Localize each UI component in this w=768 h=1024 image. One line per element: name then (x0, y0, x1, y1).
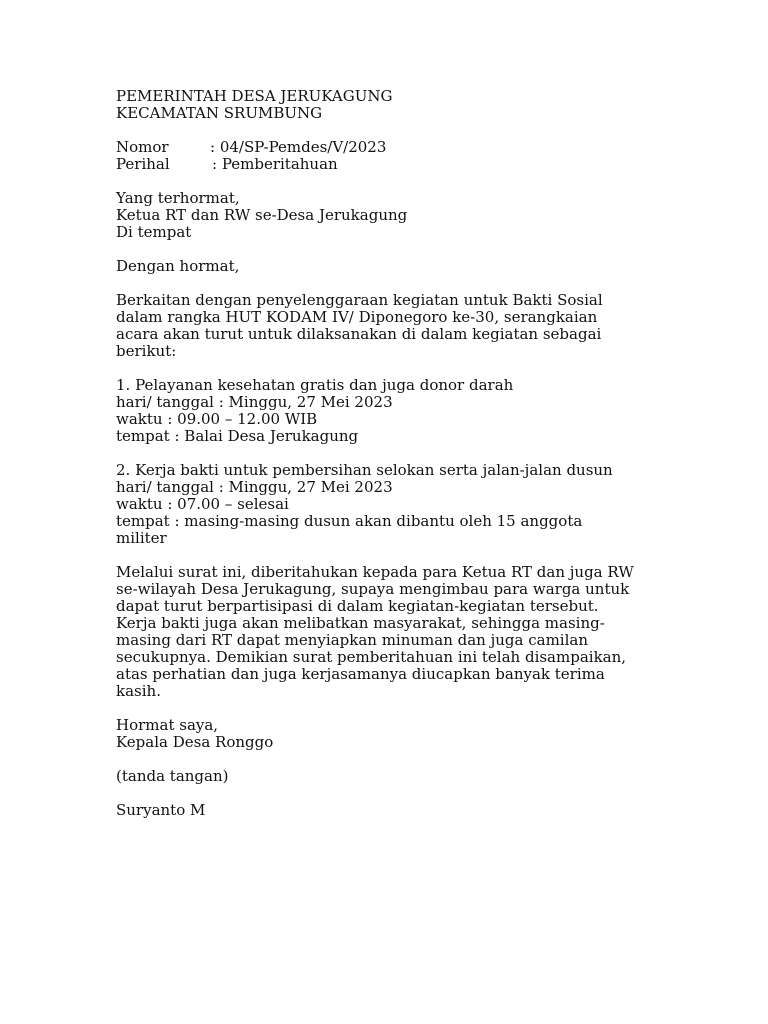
body-paragraph (116, 564, 636, 700)
intro-line: berikut: (116, 342, 177, 360)
agenda-item-place: militer (116, 529, 167, 547)
header-district: KECAMATAN SRUMBUNG (116, 104, 323, 122)
agenda-item-1 (116, 377, 636, 445)
intro-line: acara akan turut untuk dilaksanakan di dalam kegiatan sebagai (116, 325, 602, 343)
letter-page (116, 88, 636, 819)
address-line: Ketua RT dan RW se-Desa Jerukagung (116, 206, 408, 224)
meta-perihal-value: : Pemberitahuan (212, 155, 338, 173)
body-line: atas perhatian dan juga kerjasamanya diucapkan banyak terima (116, 665, 605, 683)
body-line: Kerja bakti juga akan melibatkan masyarakat, sehingga masing- (116, 614, 605, 632)
closing-block (116, 717, 636, 819)
agenda-item-title: 1. Pelayanan kesehatan gratis dan juga donor darah (116, 376, 514, 394)
meta-nomor-row (116, 139, 636, 156)
intro-paragraph (116, 292, 636, 360)
signature-placeholder: (tanda tangan) (116, 767, 229, 785)
address-line: Yang terhormat, (116, 189, 240, 207)
agenda-item-time: waktu : 09.00 – 12.00 WIB (116, 410, 318, 428)
body-line: Melalui surat ini, diberitahukan kepada para Ketua RT dan juga RW (116, 563, 634, 581)
recipient-address (116, 190, 636, 241)
body-line: dapat turut berpartisipasi di dalam kegiatan-kegiatan tersebut. (116, 597, 599, 615)
meta-nomor-value: : 04/SP-Pemdes/V/2023 (210, 138, 387, 156)
meta-nomor-label: Nomor (116, 138, 169, 156)
meta-perihal-row (116, 156, 636, 173)
agenda-item-place: tempat : Balai Desa Jerukagung (116, 427, 359, 445)
closing-position: Kepala Desa Ronggo (116, 733, 274, 751)
meta-perihal-label: Perihal (116, 155, 170, 173)
intro-line: Berkaitan dengan penyelenggaraan kegiatan untuk Bakti Sosial (116, 291, 603, 309)
letter-header (116, 88, 636, 122)
body-line: secukupnya. Demikian surat pemberitahuan ini telah disampaikan, (116, 648, 627, 666)
header-government: PEMERINTAH DESA JERUKAGUNG (116, 87, 393, 105)
agenda-item-place: tempat : masing-masing dusun akan dibantu oleh 15 anggota (116, 512, 583, 530)
body-line: kasih. (116, 682, 161, 700)
letter-meta (116, 139, 636, 173)
body-line: masing dari RT dapat menyiapkan minuman dan juga camilan (116, 631, 589, 649)
agenda-item-time: waktu : 07.00 – selesai (116, 495, 289, 513)
agenda-item-2 (116, 462, 636, 547)
agenda-item-date: hari/ tanggal : Minggu, 27 Mei 2023 (116, 393, 393, 411)
signer-name: Suryanto M (116, 801, 206, 819)
address-line: Di tempat (116, 223, 192, 241)
closing-regards: Hormat saya, (116, 716, 219, 734)
body-line: se-wilayah Desa Jerukagung, supaya mengimbau para warga untuk (116, 580, 630, 598)
intro-line: dalam rangka HUT KODAM IV/ Diponegoro ke-30, serangkaian (116, 308, 598, 326)
agenda-item-date: hari/ tanggal : Minggu, 27 Mei 2023 (116, 478, 393, 496)
salutation: Dengan hormat, (116, 257, 240, 275)
agenda-item-title: 2. Kerja bakti untuk pembersihan selokan serta jalan-jalan dusun (116, 461, 613, 479)
